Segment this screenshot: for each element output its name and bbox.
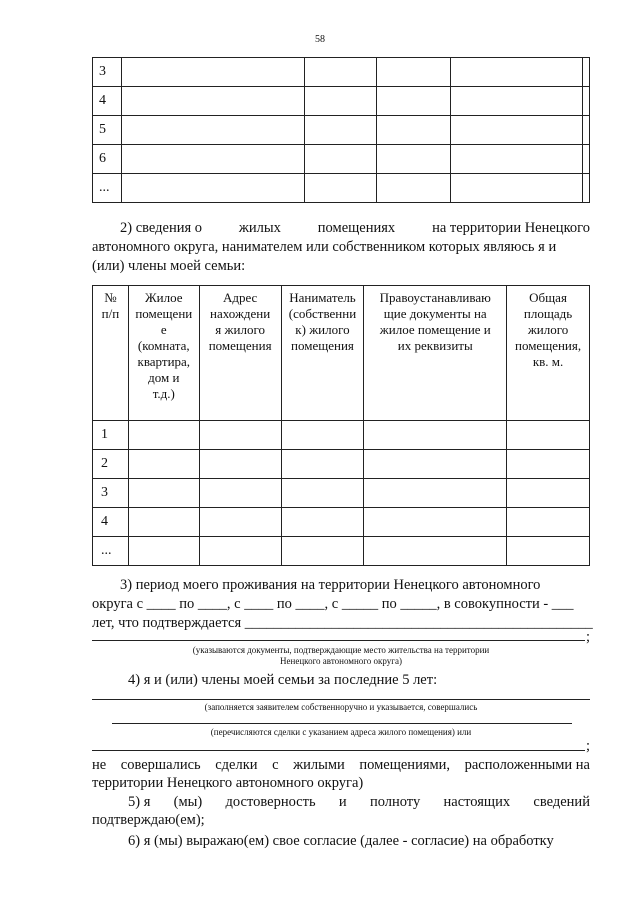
table-row	[93, 87, 590, 116]
section4-line3: территории Ненецкого автономного округа)	[92, 775, 364, 791]
header-line: помещени	[135, 306, 193, 321]
section3-line2: округа с ____ по ____, с ____ по ____, с _____ по _____, в совокупности - ___	[92, 596, 574, 612]
header-line: к) жилого	[295, 322, 350, 337]
section4-line2: не совершались сделки с жилыми помещениями, расположенными на	[92, 757, 590, 773]
row-number: 1	[93, 421, 129, 450]
section2-line2: автономного округа, нанимателем или собственником которых являюсь я и	[92, 239, 557, 255]
row-number: ...	[93, 537, 129, 566]
header-line: помещения	[208, 338, 272, 353]
header-line: площадь	[523, 306, 573, 321]
table-header-row	[93, 286, 590, 421]
housing-table	[92, 285, 590, 566]
table-row	[93, 174, 590, 203]
header-line: квартира,	[137, 354, 191, 369]
header-line: (комната,	[137, 338, 190, 353]
header-address	[199, 286, 281, 421]
row-number: 5	[93, 116, 122, 145]
table-row	[93, 145, 590, 174]
row-number: 4	[93, 87, 122, 116]
header-line: Наниматель	[289, 290, 356, 305]
underline	[92, 640, 585, 641]
header-line: жилого	[527, 322, 569, 337]
header-area	[507, 286, 590, 421]
section3-line3: лет, что подтверждается ________________________________________________	[92, 615, 593, 631]
row-number: ...	[93, 174, 122, 203]
section5-line1: 5) я (мы) достоверность и полноту настоящих сведений	[128, 794, 590, 810]
header-line: е	[160, 322, 167, 337]
section6-line1: 6) я (мы) выражаю(ем) свое согласие (далее - согласие) на обработку	[128, 833, 554, 849]
row-number: 6	[93, 145, 122, 174]
table-row	[93, 58, 590, 87]
underline	[92, 750, 585, 751]
section4-line1: 4) я и (или) члены моей семьи за последние 5 лет:	[128, 672, 438, 688]
underline	[112, 723, 572, 724]
section5-line2: подтверждаю(ем);	[92, 812, 205, 828]
section4-note1: (заполняется заявителем собственноручно и указывается, совершались	[204, 702, 478, 712]
row-number: 3	[93, 479, 129, 508]
section3-line1: 3) период моего проживания на территории Ненецкого автономного	[120, 577, 541, 593]
table-row	[93, 116, 590, 145]
header-line: их реквизиты	[397, 338, 473, 353]
table-row	[93, 537, 590, 566]
table-row	[93, 421, 590, 450]
underline	[92, 699, 590, 700]
row-number: 3	[93, 58, 122, 87]
header-line: жилое помещение и	[379, 322, 491, 337]
header-line: помещения	[291, 338, 354, 353]
header-line: Адрес	[222, 290, 258, 305]
section4-note2: (перечисляются сделки с указанием адреса жилого помещения) или	[210, 727, 472, 737]
row-number: 4	[93, 508, 129, 537]
header-line: кв. м.	[532, 354, 564, 369]
header-line: п/п	[101, 306, 120, 321]
header-line: помещения,	[514, 338, 582, 353]
header-number	[93, 286, 129, 421]
table-row	[93, 450, 590, 479]
header-line: я жилого	[215, 322, 265, 337]
header-line: Правоустанавливаю	[379, 290, 491, 305]
header-line: Жилое	[145, 290, 183, 305]
header-line: нахождени	[210, 306, 271, 321]
header-documents	[364, 286, 507, 421]
section3-note1: (указываются документы, подтверждающие место жительства на территории	[192, 645, 490, 655]
section2-line3: (или) члены моей семьи:	[92, 258, 246, 274]
section3-note2: Ненецкого автономного округа)	[280, 656, 402, 666]
header-line: №	[104, 290, 117, 305]
semicolon: ;	[586, 738, 591, 754]
header-tenant	[281, 286, 364, 421]
header-line: Общая	[529, 290, 567, 305]
semicolon: ;	[586, 629, 591, 645]
section2-line1: 2) сведения о жилых помещениях на территории Ненецкого	[120, 220, 590, 236]
table-row	[93, 479, 590, 508]
table-row	[93, 508, 590, 537]
row-number: 2	[93, 450, 129, 479]
header-line: т.д.)	[152, 386, 175, 401]
header-line: щие документы на	[383, 306, 487, 321]
header-line: дом и	[148, 370, 180, 385]
header-dwelling	[128, 286, 199, 421]
continuation-table	[92, 57, 590, 203]
page-number: 58	[315, 34, 325, 45]
header-line: (собственни	[288, 306, 357, 321]
